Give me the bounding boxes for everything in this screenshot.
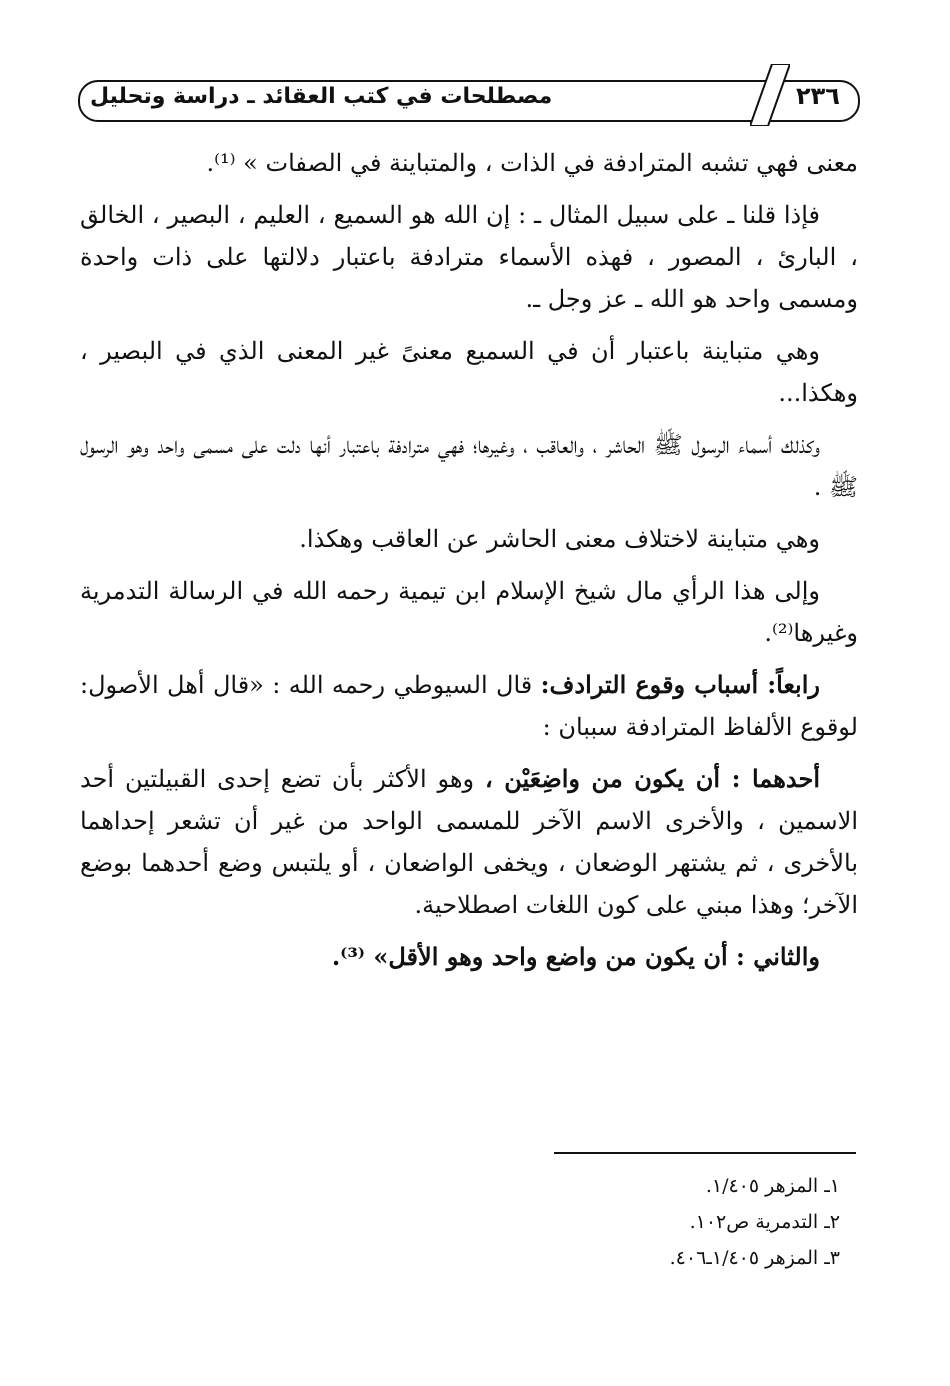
section-heading: رابعاً: أسباب وقوع الترادف: — [540, 670, 820, 699]
footnote: ٢ـ التدمرية ص١٠٢. — [689, 1211, 840, 1234]
running-header-title: مصطلحات في كتب العقائد ـ دراسة وتحليل — [90, 84, 553, 109]
header-divider-slash — [750, 64, 790, 126]
footnotes — [500, 1168, 840, 1276]
first-reason-label: أحدهما : أن يكون من واضِعَيْن ، — [484, 764, 820, 793]
first-reason-text: وهو الأكثر بأن تضع إحدى القبيلتين أحد الاسمين ، والأخرى الاسم الآخر للمسمى الواحد من غير أن تشعر إحداهما بالأخرى ، ثم يشتهر الوضعان ، ويخفى الواضعان ، أو يلتبس وضع أحدهما بوضع الآخر؛ وهذا مبني على كون اللغات اصطلاحية. — [80, 765, 858, 919]
page-number: ٢٣٦ — [796, 82, 840, 110]
paragraph: وكذلك أسماء الرسول ﷺ الحاشر ، والعاقب ، وغيرها؛ فهي مترادفة باعتبار أنها دلت على مسمى واحد وهو الرسول ﷺ . — [80, 431, 858, 501]
paragraph: وهي متباينة باعتبار أن في السميع معنىً غير المعنى الذي في البصير ، وهكذا... — [80, 337, 858, 407]
body-text — [80, 142, 858, 988]
first-reason-paragraph — [80, 758, 858, 926]
second-reason: والثاني : أن يكون من واضع واحد وهو الأقل» ⁽³⁾. — [331, 942, 820, 971]
paragraph: وهي متباينة لاختلاف معنى الحاشر عن العاقب وهكذا. — [299, 525, 820, 553]
section-intro: قال السيوطي رحمه الله : «قال أهل الأصول: لوقوع الألفاظ المترادفة سببان : — [80, 671, 858, 741]
footnote: ٣ـ المزهر ١/٤٠٥ـ٤٠٦. — [669, 1247, 840, 1270]
paragraph: معنى فهي تشبه المترادفة في الذات ، والمتباينة في الصفات » ⁽¹⁾. — [206, 149, 858, 177]
footnote: ١ـ المزهر ١/٤٠٥. — [705, 1175, 840, 1197]
section-paragraph — [80, 664, 858, 748]
paragraph: فإذا قلنا ـ على سبيل المثال ـ : إن الله هو السميع ، العليم ، البصير ، الخالق ، البارئ ، المصور ، فهذه الأسماء مترادفة باعتبار دلالتها على ذات واحدة ومسمى واحد هو الله ـ عز وجل ـ. — [80, 201, 858, 313]
paragraph: وإلى هذا الرأي مال شيخ الإسلام ابن تيمية رحمه الله في الرسالة التدمرية وغيرها⁽²⁾. — [80, 577, 858, 647]
footnote-separator — [554, 1152, 856, 1154]
